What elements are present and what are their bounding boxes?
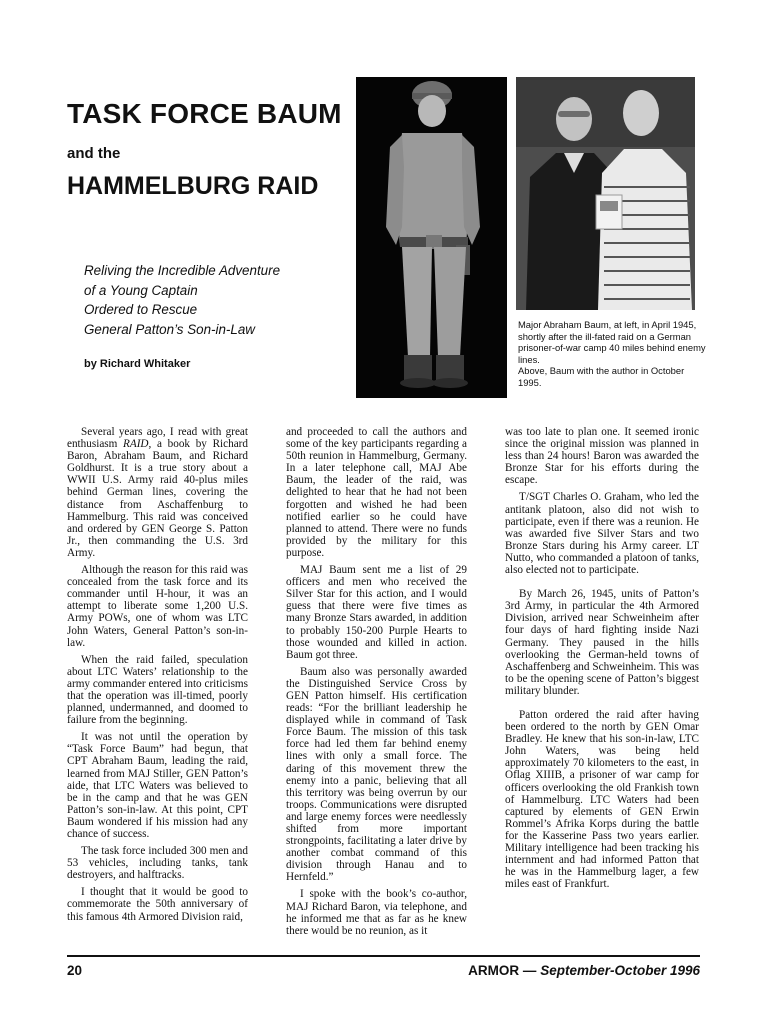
caption-main: Major Abraham Baum, at left, in April 1945, shortly after the ill-fated raid on a German prisoner-of-war camp 40 miles behind enemy lines. bbox=[518, 319, 706, 365]
paragraph-text: Several years ago, I read with great enthusiasm bbox=[67, 426, 248, 451]
subtitle-line: Reliving the Incredible Adventure bbox=[84, 263, 281, 278]
paragraph-text: a book by Richard Baron, Abraham Baum, and Richard Goldhurst. It is a true story about a WWII U.S. Army raid 40-plus miles behind German lines, covering the distance from Aschaffenburg to Hammelburg. This raid was conceived and ordered by GEN George S. Patton Jr., then commanding the U.S. 3rd Army. bbox=[67, 438, 248, 559]
article-column-2 bbox=[286, 426, 467, 942]
baum-and-author-photo-image bbox=[516, 77, 695, 310]
page-number: 20 bbox=[67, 963, 83, 978]
paragraph: When the raid failed, speculation about LTC Waters’ relationship to the army commander entered into criticisms that the operation was ill-timed, poorly planned, undermanned, and doomed to failure from the beginning. bbox=[67, 653, 248, 727]
subtitle-line: of a Young Captain bbox=[84, 282, 198, 298]
article-title-line2: HAMMELBURG RAID bbox=[67, 172, 319, 200]
soldier-photo-image bbox=[356, 77, 507, 398]
issue-date: September-October 1996 bbox=[540, 963, 700, 978]
paragraph: MAJ Baum sent me a list of 29 officers and men who received the Silver Star for this action, and I would guess that there were five times as many Bronze Stars awarded, in addition to probably 150-200 Purple Hearts to those wounded and killed in action. Baum got three. bbox=[286, 564, 467, 661]
paragraph: I thought that it would be good to commemorate the 50th anniversary of this famous 4th Armored Division raid, bbox=[67, 886, 248, 923]
article-subtitle bbox=[84, 261, 280, 339]
book-title: RAID, bbox=[123, 438, 152, 451]
paragraph: Patton ordered the raid after having been ordered to the north by GEN Omar Bradley. He knew that his son-in-law, LTC John Waters, was being held approximately 70 kilometers to the east, in Oflag XIIIB, a prisoner of war camp for officers overlooking the old Frankish town of Hammelburg. LTC Waters had been captured by elements of GEN Erwin Rommel’s Afrika Korps during the battle for the Kasserine Pass two years earlier. Military intelligence had been tracking his internment and had informed Patton that he was in the Hammelburg lager, a few miles east of Frankfurt. bbox=[505, 708, 699, 891]
paragraph: Although the reason for this raid was concealed from the task force and its commander until H-hour, it was an attempt to liberate some 1,200 U.S. Army POWs, one of whom was LTC John Waters, General Patton’s son-in-law. bbox=[67, 564, 248, 649]
article-column-1 bbox=[67, 426, 248, 928]
photo-caption bbox=[518, 319, 706, 389]
paragraph: and proceeded to call the authors and some of the key participants regarding a 50th reunion in Hammelburg, Germany. In a later telephone call, MAJ Abe Baum, the leader of the raid, was delighted to hear that he had not been forgotten and wished he had been notified earlier so he could have planned to attend. There were no funds provided by the military for this purpose. bbox=[286, 426, 467, 559]
baum-and-author-photo bbox=[516, 77, 695, 310]
paragraph: It was not until the operation by “Task Force Baum” had begun, that CPT Abraham Baum, leading the raid, learned from MAJ Stiller, GEN Patton’s aide, that LTC Waters was believed to be in the camp and that he was GEN Patton’s son-in-law. At this point, CPT Baum wondered if his mission had any chance of success. bbox=[67, 731, 248, 840]
magazine-name: ARMOR — bbox=[468, 963, 537, 978]
subtitle-line: Ordered to Rescue bbox=[84, 302, 198, 317]
article-column-3 bbox=[505, 426, 699, 895]
subtitle-line: General Patton’s Son-in-Law bbox=[84, 321, 255, 337]
byline: by Richard Whitaker bbox=[84, 358, 191, 370]
paragraph: Baum also was personally awarded the Distinguished Service Cross by GEN Patton himself. His certification reads: “For the brilliant leadership he displayed while in command of Task Force Baum. The mission of this task force had led them far behind enemy lines with only a small force. The daring of this movement threw the enemy into a panic, believing that all this territory was being overrun by our troops. Communications were disrupted and large enemy forces were needlessly shifted from more important strongpoints, facilitating a later drive by another combat command of this division through Hanau and to Hernfeld.” bbox=[286, 665, 467, 884]
paragraph: I spoke with the book’s co-author, MAJ Richard Baron, via telephone, and he informed me that as far as he knew there would be no reunion, as it bbox=[286, 888, 467, 937]
paragraph: The task force included 300 men and 53 vehicles, including tanks, tank destroyers, and halftracks. bbox=[67, 845, 248, 882]
article-title-line1: TASK FORCE BAUM bbox=[67, 98, 342, 129]
paragraph: By March 26, 1945, units of Patton’s 3rd Army, in particular the 4th Armored Division, arrived near Schweinheim after four days of hard fighting inside Nazi Germany. They paused in the hills overlooking the German-held towns of Aschaffenberg and Schweinheim. This was to be the opening scene of Patton’s biggest military blunder. bbox=[505, 588, 699, 697]
paragraph: was too late to plan one. It seemed ironic since the original mission was planned in less than 24 hours! Baron was awarded the Bronze Star for his efforts during the escape. bbox=[505, 426, 699, 487]
footer-rule bbox=[67, 955, 700, 957]
caption-secondary: Above, Baum with the author in October 1995. bbox=[518, 365, 685, 388]
magazine-issue bbox=[468, 963, 700, 978]
paragraph: T/SGT Charles O. Graham, who led the antitank platoon, also did not wish to participate, even if there was a reunion. He was awarded five Silver Stars and two Bronze Stars during his Army career. LT Nutto, who commanded a platoon of tanks, also elected not to participate. bbox=[505, 491, 699, 577]
paragraph bbox=[67, 426, 248, 559]
soldier-photo bbox=[356, 77, 507, 398]
article-title-connector: and the bbox=[67, 145, 121, 162]
